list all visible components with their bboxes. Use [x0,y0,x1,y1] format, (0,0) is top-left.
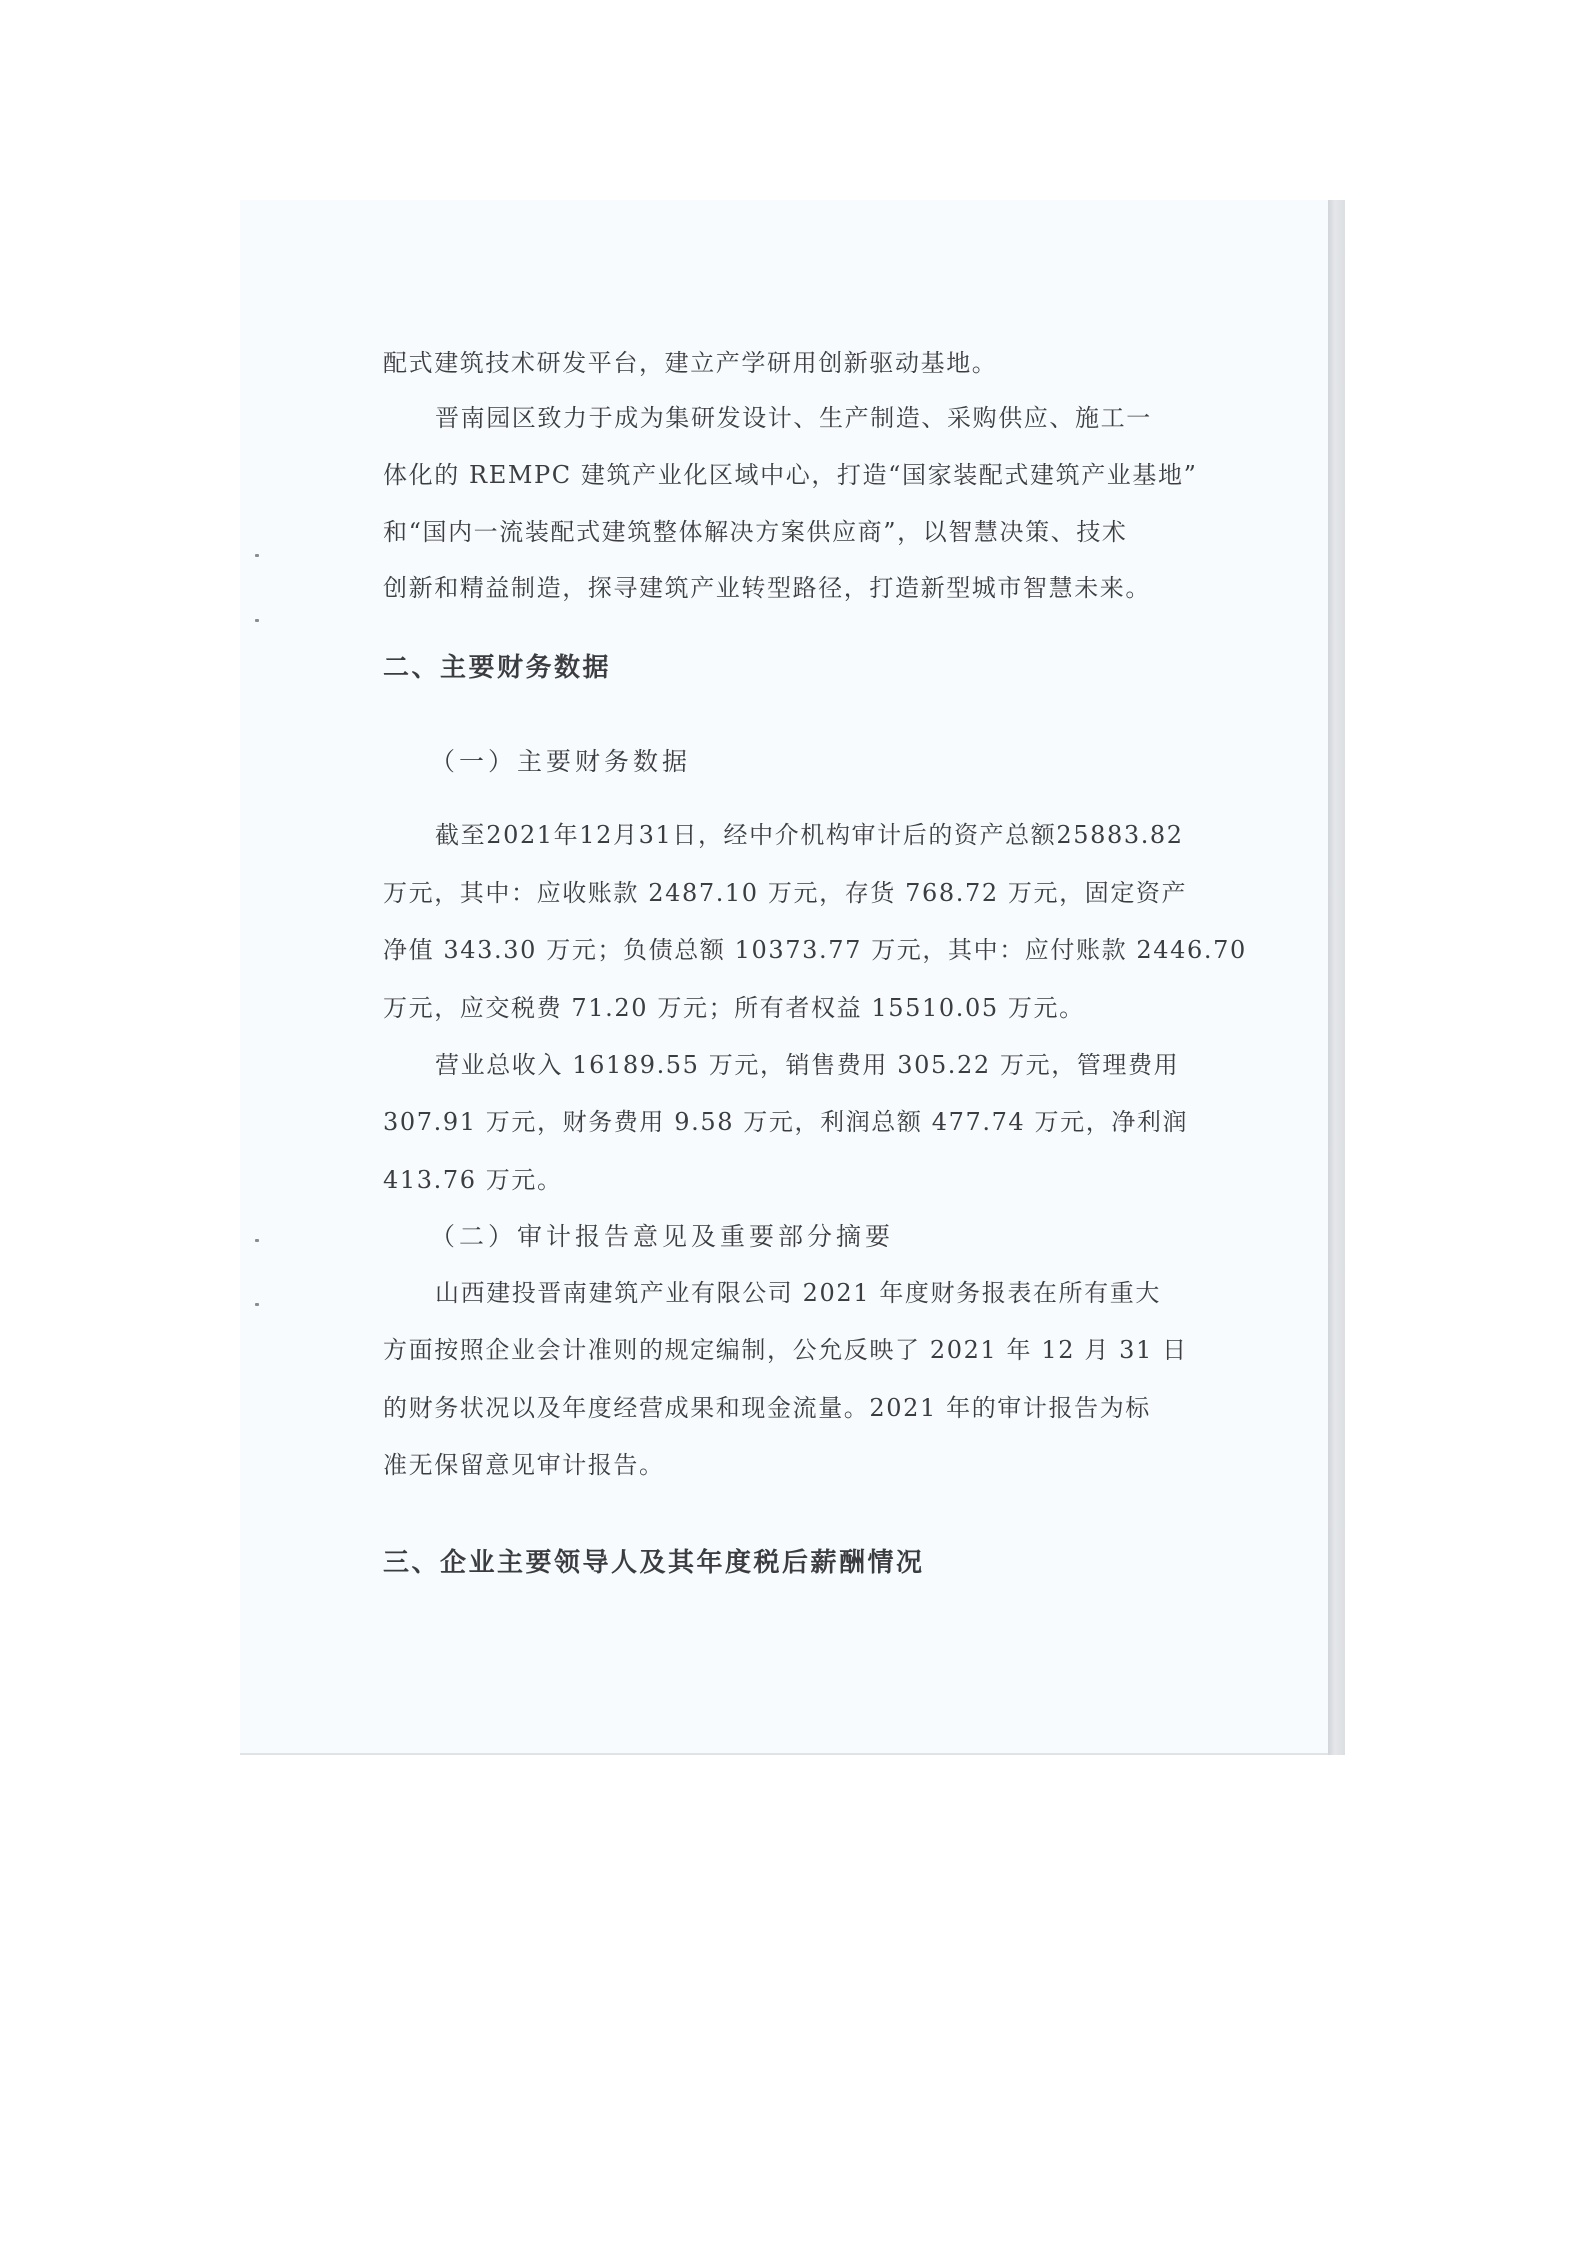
margin-mark [255,1303,259,1306]
paragraph-line: 截至2021年12月31日，经中介机构审计后的资产总额25883.82 [435,821,1184,849]
paragraph-line: 体化的 REMPC 建筑产业化区域中心，打造“国家装配式建筑产业基地” [383,461,1198,489]
paragraph-line: 营业总收入 16189.55 万元，销售费用 305.22 万元，管理费用 [435,1051,1180,1079]
paragraph-line: 晋南园区致力于成为集研发设计、生产制造、采购供应、施工一 [435,404,1152,432]
section-heading-financial-data: 二、主要财务数据 [383,653,612,683]
margin-mark [255,619,259,622]
paragraph-line: 307.91 万元，财务费用 9.58 万元，利润总额 477.74 万元，净利润 [383,1108,1189,1136]
paragraph-line: 万元，应交税费 71.20 万元；所有者权益 15510.05 万元。 [383,994,1085,1022]
paragraph-line: 准无保留意见审计报告。 [383,1451,665,1479]
intro-tail-line: 配式建筑技术研发平台，建立产学研用创新驱动基地。 [383,349,998,377]
paragraph-line: 方面按照企业会计准则的规定编制，公允反映了 2021 年 12 月 31 日 [383,1336,1188,1364]
page-edge-shadow [1328,200,1345,1755]
paragraph-line: 的财务状况以及年度经营成果和现金流量。2021 年的审计报告为标 [383,1394,1151,1422]
paragraph-line: 万元，其中：应收账款 2487.10 万元，存货 768.72 万元，固定资产 [383,879,1188,907]
paragraph-line: 和“国内一流装配式建筑整体解决方案供应商”，以智慧决策、技术 [383,518,1128,546]
section-heading-executive-compensation: 三、企业主要领导人及其年度税后薪酬情况 [383,1548,925,1578]
margin-mark [255,554,259,557]
margin-mark [255,1239,259,1242]
paragraph-line: 创新和精益制造，探寻建筑产业转型路径，打造新型城市智慧未来。 [383,574,1151,602]
subheading-audit-opinion: （二）审计报告意见及重要部分摘要 [430,1222,895,1251]
subheading-main-financial-data: （一）主要财务数据 [430,747,692,776]
paragraph-line: 净值 343.30 万元；负债总额 10373.77 万元，其中：应付账款 2446.70 [383,936,1247,964]
paragraph-line: 山西建投晋南建筑产业有限公司 2021 年度财务报表在所有重大 [435,1279,1161,1307]
paragraph-line: 413.76 万元。 [383,1166,563,1194]
